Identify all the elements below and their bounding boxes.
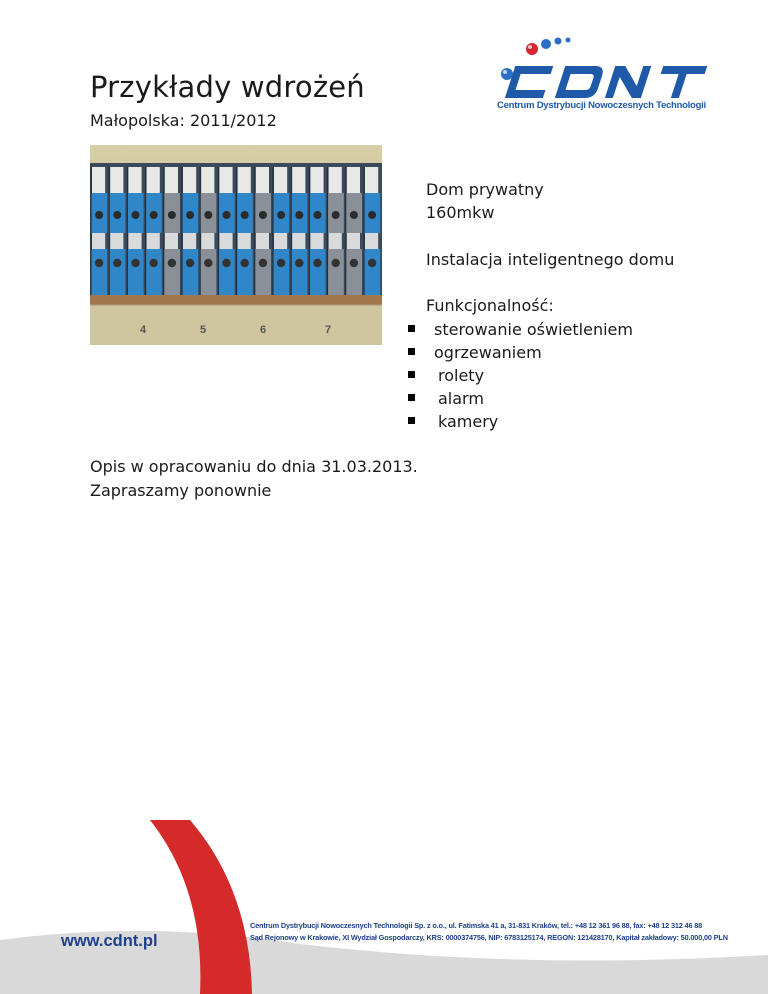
logo-tagline: Centrum Dystrybucji Nowoczesnych Technologii (497, 100, 706, 111)
info-line2: 160mkw (426, 203, 495, 222)
bullet-square-icon (408, 371, 415, 378)
description-line1: Opis w opracowaniu do dnia 31.03.2013. (90, 457, 418, 476)
photo-number: 4 (140, 324, 147, 336)
photo-number: 6 (260, 324, 267, 336)
photo-number: 5 (200, 324, 207, 336)
footer-swoosh-icon (0, 820, 768, 994)
terminal-blocks-photo (90, 145, 382, 345)
footer-company-info: Centrum Dystrybucji Nowoczesnych Technologii Sp. z o.o., ul. Fatimska 41 a, 31-831 Kraków, tel.: +48 12 361 96 88, fax: +48 12 312 46 88 (250, 921, 703, 930)
info-line1: Dom prywatny (426, 180, 544, 199)
photo-terminal-blocks-icon (90, 145, 382, 345)
functions-label: Funkcjonalność: (426, 296, 554, 315)
bullet-square-icon (408, 417, 415, 424)
bullet-square-icon (408, 394, 415, 401)
description-line2: Zapraszamy ponownie (90, 481, 272, 500)
logo-bubble-red-icon (526, 43, 538, 55)
footer-registration-info: Sąd Rejonowy w Krakowie, XI Wydział Gospodarczy, KRS: 0000374756, NIP: 6783125174, REGON: 121428170, Kapitał zakładowy: 50.000,00 PLN (250, 933, 728, 942)
bullet-square-icon (408, 348, 415, 355)
page-title: Przykłady wdrożeń (90, 70, 365, 104)
info-line3: Instalacja inteligentnego domu (426, 250, 675, 269)
page-subtitle: Małopolska: 2011/2012 (90, 111, 277, 130)
bullet-square-icon (408, 325, 415, 332)
footer-website-link[interactable]: www.cdnt.pl (61, 932, 158, 950)
description (90, 455, 418, 503)
photo-number: 7 (325, 324, 332, 336)
